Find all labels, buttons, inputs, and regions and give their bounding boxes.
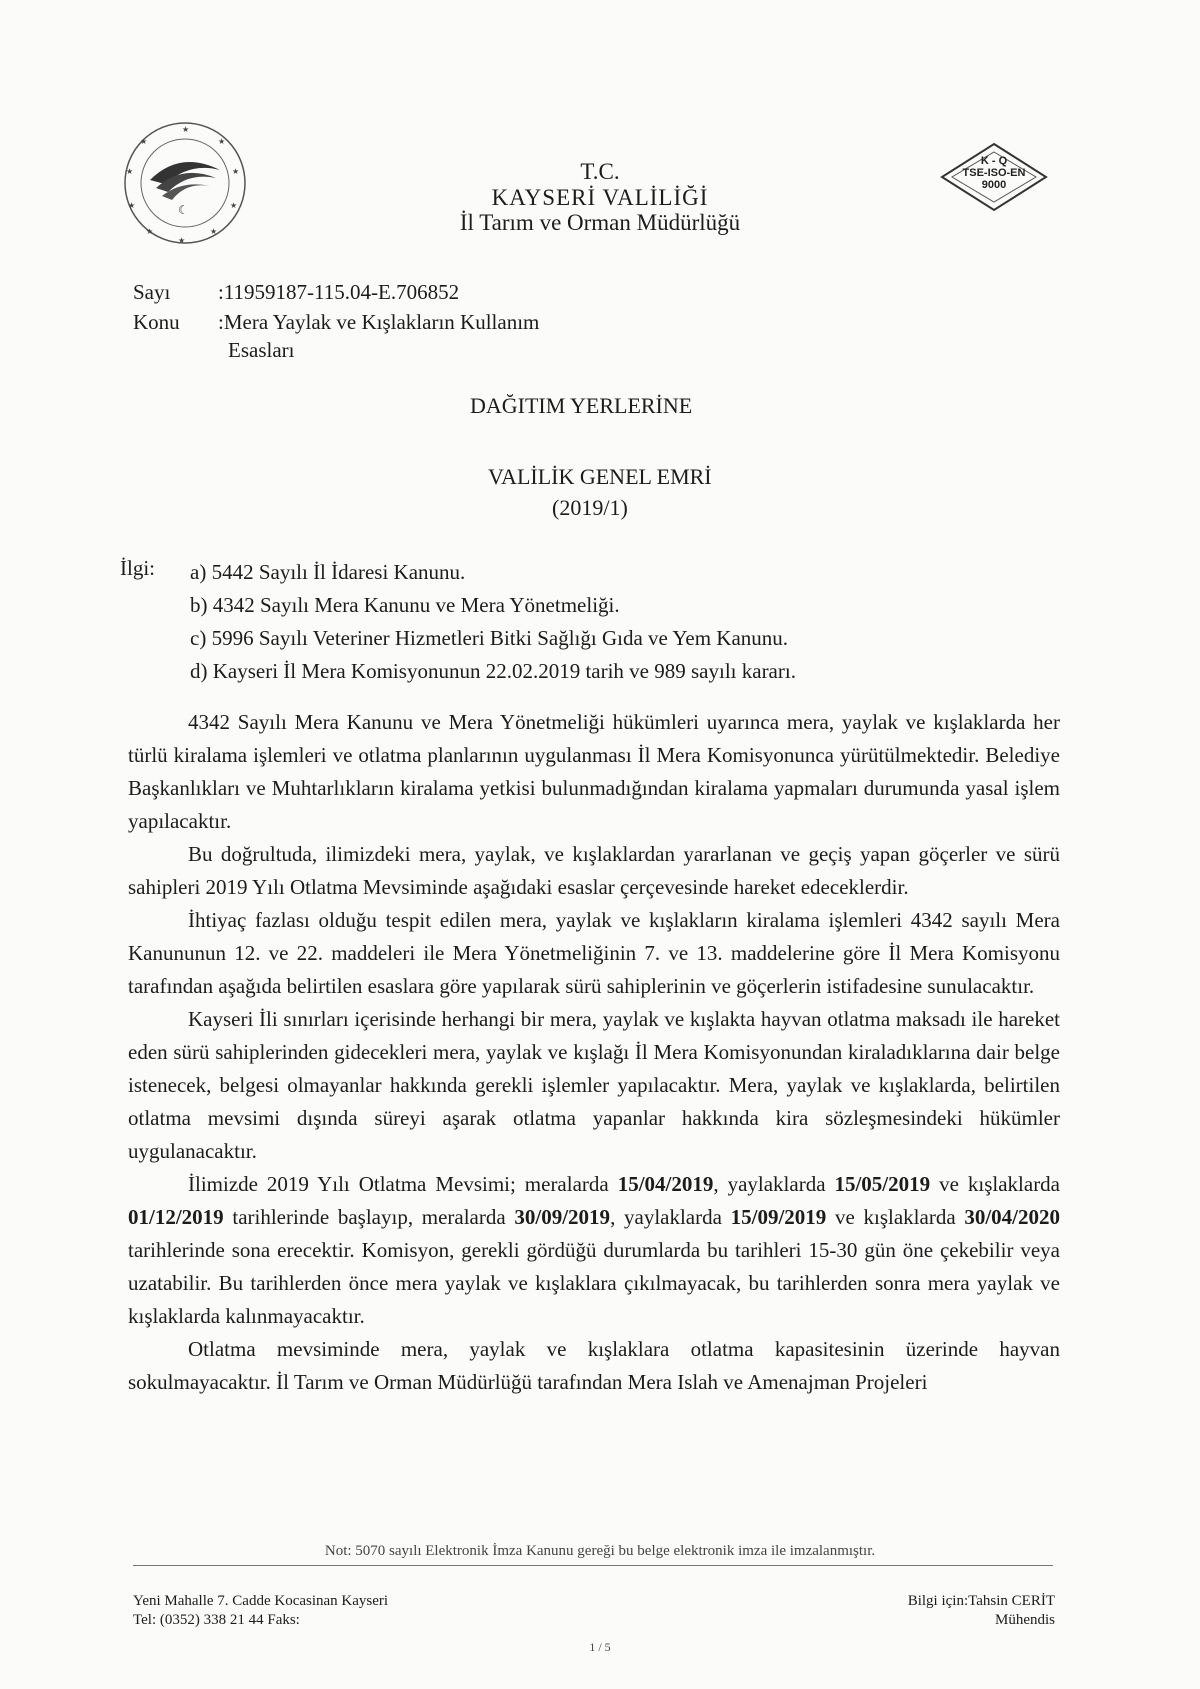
header-organization: KAYSERİ VALİLİĞİ bbox=[491, 185, 709, 210]
reference-item: d) Kayseri İl Mera Komisyonunun 22.02.2019 tarih ve 989 sayılı kararı. bbox=[190, 659, 796, 683]
paragraph-4: Kayseri İli sınırları içerisinde herhangi bir mera, yaylak ve kışlakta hayvan otlatma maksadı ile hareket eden sürü sahiplerinden gidecekleri mera, yaylak ve kışlağı İl Mera Komisyonundan kiraladıklarına dair belge istenecek, belgesi olmayanlar hakkında gerekli işlemler yapılacaktır. Mera, yaylak ve kışlaklarda, belirtilen otlatma mevsimi dışında süreyi aşarak otlatma yapanlar hakkında kira sözleşmesindeki hükümler uygulanacaktır. bbox=[128, 1007, 1060, 1163]
body-text bbox=[128, 706, 1060, 1399]
reference-item: a) 5442 Sayılı İl İdaresi Kanunu. bbox=[190, 560, 466, 584]
header-tc: T.C. bbox=[580, 159, 620, 184]
svg-text:★: ★ bbox=[178, 236, 186, 245]
header-unit: İl Tarım ve Orman Müdürlüğü bbox=[459, 210, 741, 235]
footer-address: Yeni Mahalle 7. Cadde Kocasinan Kayseri Tel: (0352) 338 21 44 Faks: bbox=[133, 1593, 389, 1628]
svg-text:★: ★ bbox=[230, 201, 238, 210]
page-number: 1 / 5 bbox=[589, 1640, 611, 1654]
reference-item: c) 5996 Sayılı Veteriner Hizmetleri Bitki Sağlığı Gıda ve Yem Kanunu. bbox=[190, 626, 789, 650]
badge-line-1: K - Q bbox=[980, 155, 1008, 167]
badge-line-2: TSE-ISO-EN bbox=[962, 167, 1026, 179]
svg-text:★: ★ bbox=[218, 137, 226, 146]
reference-label: İlgi: bbox=[120, 556, 155, 580]
svg-text:★: ★ bbox=[140, 137, 148, 146]
paragraph-3: İhtiyaç fazlası olduğu tespit edilen mera, yaylak ve kışlakların kiralama işlemleri 4342 sayılı Mera Kanununun 12. ve 22. maddeleri ile Mera Yönetmeliğinin 7. ve 13. maddelerine göre İl Mera Komisyonu tarafından aşağıda belirtilen esaslara göre yapılarak sürü sahiplerinin ve göçerlerin istifadesine sunulacaktır. bbox=[128, 908, 1060, 998]
konu-label: Konu bbox=[133, 310, 180, 334]
date-winter-end: 30/04/2020 bbox=[964, 1205, 1060, 1229]
order-number: (2019/1) bbox=[552, 495, 628, 520]
date-winter-start: 01/12/2019 bbox=[128, 1205, 224, 1229]
svg-text:★: ★ bbox=[126, 167, 134, 176]
footer-contact: Bilgi için:Tahsin CERİT Mühendis bbox=[907, 1593, 1055, 1628]
order-title: VALİLİK GENEL EMRİ bbox=[488, 464, 712, 489]
paragraph-5: İlimizde 2019 Yılı Otlatma Mevsimi; meralarda 15/04/2019, yaylaklarda 15/05/2019 ve kışlaklarda 01/12/2019 tarihlerinde başlayıp, meralarda 30/09/2019, yaylaklarda 15/09/2019 ve kışlaklarda 30/04/2020 tarihlerinde sona erecektir. Komisyon, gerekli gördüğü durumlarda bu tarihleri 15-30 gün öne çekebilir veya uzatabilir. Bu tarihlerden önce mera yaylak ve kışlaklara çıkılmayacak, bu tarihlerden sonra mera yaylak ve kışlaklarda kalınmayacaktır. bbox=[128, 1172, 1061, 1328]
badge-line-3: 9000 bbox=[981, 179, 1007, 191]
svg-text:★: ★ bbox=[232, 167, 240, 176]
svg-text:☾: ☾ bbox=[178, 203, 189, 217]
konu-value: :Mera Yaylak ve Kışlakların Kullanım Esasları bbox=[218, 310, 540, 362]
date-meadow-start: 15/04/2019 bbox=[617, 1172, 714, 1196]
paragraph-2: Bu doğrultuda, ilimizdeki mera, yaylak, ve kışlaklardan yararlanan ve geçiş yapan göçerler ve sürü sahipleri 2019 Yılı Otlatma Mevsiminde aşağıdaki esaslar çerçevesinde hareket edeceklerdir. bbox=[128, 842, 1060, 899]
svg-text:★: ★ bbox=[210, 227, 218, 236]
sayi-value: :11959187-115.04-E.706852 bbox=[218, 280, 460, 304]
e-signature-note: Not: 5070 sayılı Elektronik İmza Kanunu gereği bu belge elektronik imza ile imzalanmıştır. bbox=[324, 1543, 876, 1559]
svg-text:★: ★ bbox=[182, 125, 190, 134]
date-plateau-start: 15/05/2019 bbox=[834, 1172, 931, 1196]
recipient-heading: DAĞITIM YERLERİNE bbox=[470, 393, 693, 418]
footer-divider bbox=[133, 1565, 1053, 1566]
sayi-label: Sayı bbox=[133, 280, 171, 304]
reference-item: b) 4342 Sayılı Mera Kanunu ve Mera Yönetmeliği. bbox=[190, 593, 620, 617]
date-plateau-end: 15/09/2019 bbox=[730, 1205, 827, 1229]
paragraph-6: Otlatma mevsiminde mera, yaylak ve kışlaklara otlatma kapasitesinin üzerinde hayvan sokulmayacaktır. İl Tarım ve Orman Müdürlüğü tarafından Mera Islah ve Amenajman Projeleri bbox=[128, 1337, 1060, 1394]
paragraph-1: 4342 Sayılı Mera Kanunu ve Mera Yönetmeliği hükümleri uyarınca mera, yaylak ve kışlaklarda her türlü kiralama işlemleri ve otlatma planlarının uygulanması İl Mera Komisyonunca yürütülmektedir. Belediye Başkanlıkları ve Muhtarlıkların kiralama yetkisi bulunmadığından kiralama yapmaları durumunda yasal işlem yapılacaktır. bbox=[128, 710, 1060, 833]
svg-text:★: ★ bbox=[146, 227, 154, 236]
reference-list bbox=[190, 556, 796, 688]
svg-text:★: ★ bbox=[128, 201, 136, 210]
date-meadow-end: 30/09/2019 bbox=[514, 1205, 611, 1229]
